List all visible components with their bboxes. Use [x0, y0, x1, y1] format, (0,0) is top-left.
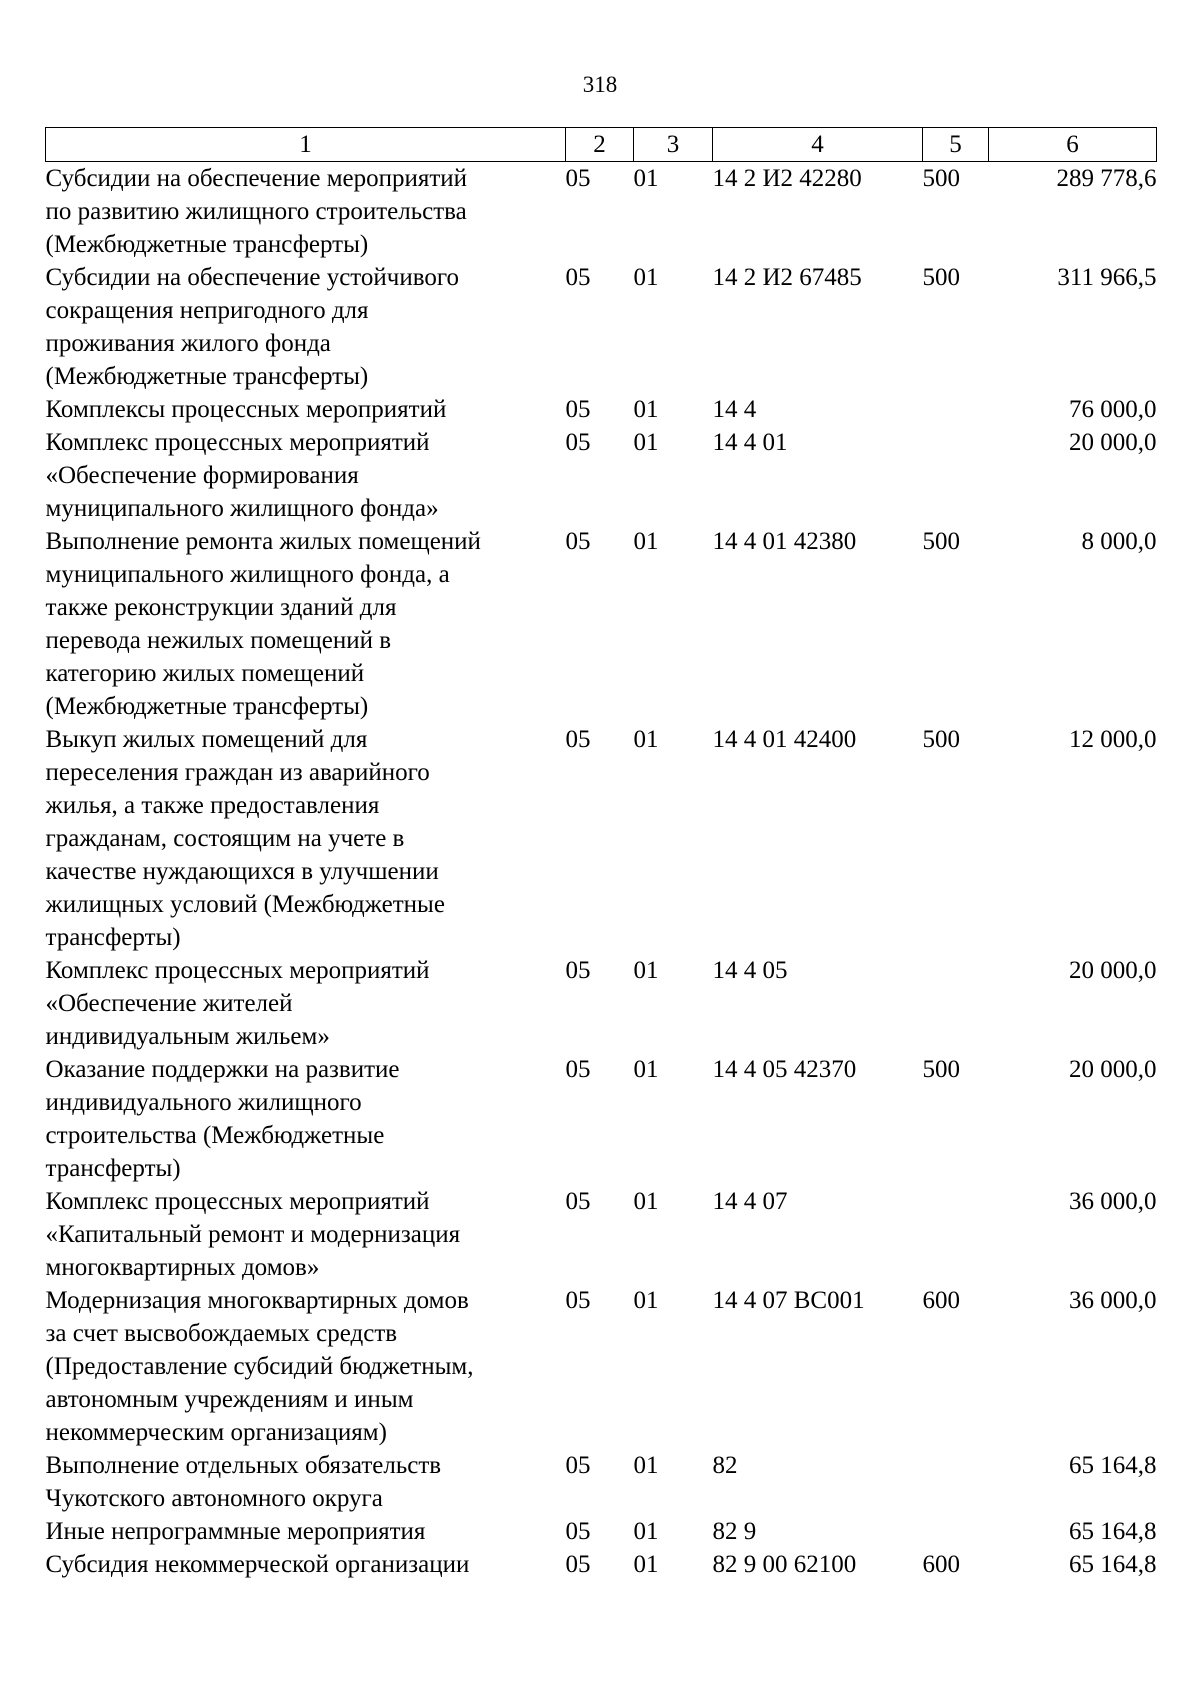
- row-name: [46, 1185, 566, 1284]
- row-subsection: 01: [633, 429, 659, 456]
- row-target-code: 82 9: [712, 1518, 757, 1545]
- row-expense-type: 500: [922, 726, 960, 753]
- table-body: [46, 162, 1157, 1582]
- row-name-line: муниципального жилищного фонда»: [45, 495, 439, 522]
- table-row: [46, 261, 1157, 393]
- row-expense-type: 600: [922, 1551, 960, 1578]
- row-name-line: гражданам, состоящим на учете в: [45, 825, 405, 852]
- row-subsection: 01: [633, 1287, 659, 1314]
- table-row: [46, 954, 1157, 1053]
- row-name: [46, 162, 566, 262]
- row-name: [46, 954, 566, 1053]
- row-expense-type: [923, 1185, 989, 1284]
- row-name: [46, 1284, 566, 1449]
- row-section: 05: [565, 1551, 591, 1578]
- row-name-line: трансферты): [45, 924, 181, 951]
- header-row: [46, 128, 1157, 162]
- row-name-line: категорию жилых помещений: [45, 660, 365, 687]
- row-name-line: автономным учреждениям и иным: [45, 1386, 414, 1413]
- row-amount: 8 000,0: [1081, 528, 1157, 555]
- row-name: [46, 1548, 566, 1581]
- row-name-line: многоквартирных домов»: [45, 1254, 320, 1281]
- row-name: [46, 723, 566, 954]
- row-name-line: жилищных условий (Межбюджетные: [45, 891, 445, 918]
- row-expense-type: 600: [922, 1287, 960, 1314]
- row-name-line: (Предоставление субсидий бюджетным,: [45, 1353, 474, 1380]
- row-section: 05: [565, 429, 591, 456]
- row-target-code: 14 4 01 42380: [712, 528, 857, 555]
- row-section: 05: [565, 1287, 591, 1314]
- row-name-line: Комплексы процессных мероприятий: [45, 396, 447, 423]
- row-target-code: 82 9 00 62100: [712, 1551, 857, 1578]
- row-target-code: 14 4: [712, 396, 757, 423]
- table-row: [46, 723, 1157, 954]
- row-section: 05: [565, 1518, 591, 1545]
- header-col-1: 1: [46, 128, 566, 162]
- row-amount: 311 966,5: [1057, 264, 1157, 291]
- row-name-line: Выполнение ремонта жилых помещений: [45, 528, 481, 555]
- row-amount: 65 164,8: [1069, 1518, 1157, 1545]
- row-section: 05: [565, 1188, 591, 1215]
- row-amount: 76 000,0: [1069, 396, 1157, 423]
- budget-table: [45, 127, 1157, 1581]
- row-target-code: 82: [712, 1452, 738, 1479]
- row-name-line: Субсидия некоммерческой организации: [45, 1551, 470, 1578]
- row-section: 05: [565, 165, 591, 192]
- row-subsection: 01: [633, 264, 659, 291]
- row-name-line: перевода нежилых помещений в: [45, 627, 392, 654]
- row-amount: 20 000,0: [1069, 429, 1157, 456]
- row-section: 05: [565, 528, 591, 555]
- row-expense-type: 500: [922, 528, 960, 555]
- row-subsection: 01: [633, 396, 659, 423]
- table-row: [46, 525, 1157, 723]
- row-name-line: за счет высвобождаемых средств: [45, 1320, 398, 1347]
- row-name-line: Чукотского автономного округа: [45, 1485, 383, 1512]
- header-col-6: 6: [989, 128, 1157, 162]
- page-number: 318: [582, 72, 618, 97]
- row-name-line: Выкуп жилых помещений для: [45, 726, 368, 753]
- row-section: 05: [565, 264, 591, 291]
- row-expense-type: [923, 954, 989, 1053]
- row-target-code: 14 4 07 ВС001: [712, 1287, 865, 1314]
- row-section: 05: [565, 396, 591, 423]
- table-row: [46, 1449, 1157, 1515]
- row-target-code: 14 4 01 42400: [712, 726, 857, 753]
- table-row: [46, 1515, 1157, 1548]
- row-name-line: трансферты): [45, 1155, 181, 1182]
- table-header: [46, 128, 1157, 162]
- row-target-code: 14 2 И2 67485: [712, 264, 862, 291]
- row-expense-type: [923, 1449, 989, 1515]
- row-name-line: Субсидии на обеспечение мероприятий: [45, 165, 468, 192]
- row-target-code: 14 4 01: [712, 429, 788, 456]
- row-name: [46, 393, 566, 426]
- table-row: [46, 1284, 1157, 1449]
- row-name-line: жилья, а также предоставления: [45, 792, 380, 819]
- row-name-line: индивидуального жилищного: [45, 1089, 362, 1116]
- row-name-line: «Обеспечение формирования: [45, 462, 359, 489]
- row-target-code: 14 4 05: [712, 957, 788, 984]
- row-amount: 36 000,0: [1069, 1188, 1157, 1215]
- row-name-line: также реконструкции зданий для: [45, 594, 397, 621]
- row-name-line: «Обеспечение жителей: [45, 990, 293, 1017]
- row-name-line: (Межбюджетные трансферты): [45, 363, 369, 390]
- row-name-line: индивидуальным жильем»: [45, 1023, 330, 1050]
- table-row: [46, 426, 1157, 525]
- row-section: 05: [565, 957, 591, 984]
- row-target-code: 14 4 05 42370: [712, 1056, 857, 1083]
- row-name-line: Комплекс процессных мероприятий: [45, 429, 430, 456]
- row-subsection: 01: [633, 1452, 659, 1479]
- row-name-line: Выполнение отдельных обязательств: [45, 1452, 442, 1479]
- row-name-line: Комплекс процессных мероприятий: [45, 957, 430, 984]
- row-amount: 289 778,6: [1056, 165, 1157, 192]
- row-expense-type: 500: [922, 264, 960, 291]
- table-row: [46, 1053, 1157, 1185]
- row-section: 05: [565, 1056, 591, 1083]
- row-name-line: (Межбюджетные трансферты): [45, 693, 369, 720]
- table-row: [46, 1548, 1157, 1581]
- row-name: [46, 1053, 566, 1185]
- row-target-code: 14 4 07: [712, 1188, 788, 1215]
- row-name: [46, 426, 566, 525]
- row-target-code: 14 2 И2 42280: [712, 165, 862, 192]
- row-amount: 20 000,0: [1069, 1056, 1157, 1083]
- row-name-line: муниципального жилищного фонда, а: [45, 561, 450, 588]
- row-amount: 36 000,0: [1069, 1287, 1157, 1314]
- row-name-line: некоммерческим организациям): [45, 1419, 387, 1446]
- row-name: [46, 1515, 566, 1548]
- table-row: [46, 1185, 1157, 1284]
- row-section: 05: [565, 726, 591, 753]
- row-expense-type: [923, 426, 989, 525]
- row-subsection: 01: [633, 726, 659, 753]
- row-amount: 65 164,8: [1069, 1452, 1157, 1479]
- row-expense-type: [923, 1515, 989, 1548]
- row-name-line: переселения граждан из аварийного: [45, 759, 430, 786]
- header-col-4: 4: [713, 128, 923, 162]
- header-col-3: 3: [634, 128, 713, 162]
- row-expense-type: 500: [922, 165, 960, 192]
- row-name-line: (Межбюджетные трансферты): [45, 231, 369, 258]
- row-subsection: 01: [633, 1188, 659, 1215]
- row-name-line: по развитию жилищного строительства: [45, 198, 467, 225]
- row-subsection: 01: [633, 528, 659, 555]
- row-amount: 65 164,8: [1069, 1551, 1157, 1578]
- row-name-line: качестве нуждающихся в улучшении: [45, 858, 439, 885]
- row-subsection: 01: [633, 957, 659, 984]
- table-row: [46, 162, 1157, 262]
- header-col-5: 5: [923, 128, 989, 162]
- row-subsection: 01: [633, 1551, 659, 1578]
- row-name-line: строительства (Межбюджетные: [45, 1122, 385, 1149]
- row-expense-type: 500: [922, 1056, 960, 1083]
- row-name-line: Иные непрограммные мероприятия: [45, 1518, 426, 1545]
- row-name-line: Субсидии на обеспечение устойчивого: [45, 264, 459, 291]
- row-name: [46, 261, 566, 393]
- row-name-line: сокращения непригодного для: [45, 297, 369, 324]
- row-name: [46, 1449, 566, 1515]
- row-subsection: 01: [633, 1518, 659, 1545]
- row-name-line: «Капитальный ремонт и модернизация: [45, 1221, 461, 1248]
- table-row: [46, 393, 1157, 426]
- row-expense-type: [923, 393, 989, 426]
- header-col-2: 2: [566, 128, 634, 162]
- row-name-line: Оказание поддержки на развитие: [45, 1056, 400, 1083]
- row-name-line: Модернизация многоквартирных домов: [45, 1287, 469, 1314]
- row-amount: 12 000,0: [1069, 726, 1157, 753]
- row-name-line: проживания жилого фонда: [45, 330, 331, 357]
- row-amount: 20 000,0: [1069, 957, 1157, 984]
- row-name: [46, 525, 566, 723]
- row-name-line: Комплекс процессных мероприятий: [45, 1188, 430, 1215]
- row-subsection: 01: [633, 165, 659, 192]
- row-section: 05: [565, 1452, 591, 1479]
- row-subsection: 01: [633, 1056, 659, 1083]
